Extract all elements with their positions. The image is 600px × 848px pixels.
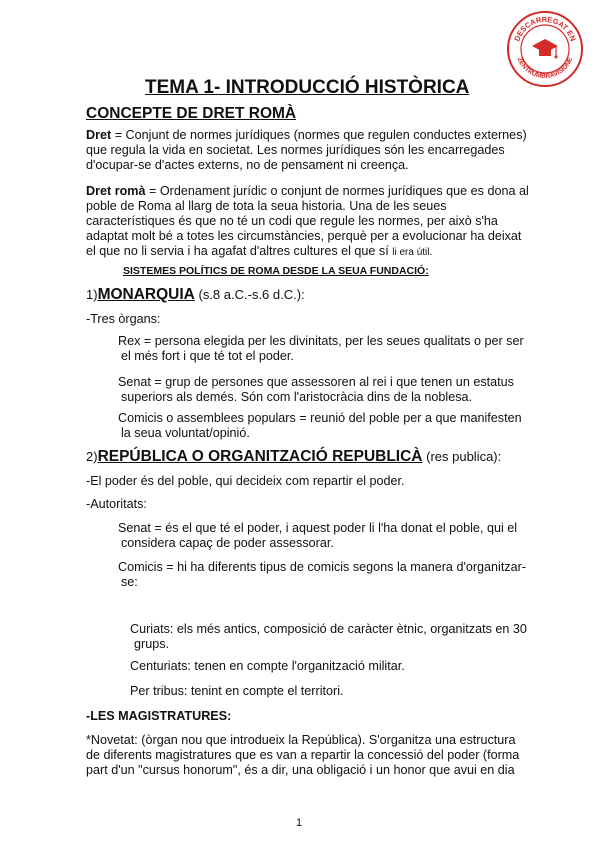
comicis-republica-line-1: Comicis = hi ha diferents tipus de comicis segons la manera d'organitzar- [118,560,527,574]
dret-roma-line-1 [86,184,529,199]
magistratures-heading: -LES MAGISTRATURES: [86,709,232,723]
stamp-top-text: DESCARREGAT EN [512,14,578,43]
poder-poble: -El poder és del poble, qui decideix com repartir el poder. [86,474,405,488]
republica-heading [86,447,501,467]
dret-roma-text-5: el que no li servia i ha agafat d'altres cultures el que sí [86,244,389,258]
senat-monarquia-line-2: superiors als demés. Són com l'aristocràcia dins de la noblesa. [121,390,473,404]
dret-line-2: que regula la vida en societat. Les normes jurídiques són les encarregades [86,143,505,157]
comicis-republica-line-2: se: [121,575,138,589]
curiats-line-1: Curiats: els més antics, composició de caràcter ètnic, organitzats en 30 [130,622,527,636]
stamp-bottom-text: ZENTRUMBRAVISIONE [515,56,575,81]
page-title: TEMA 1- INTRODUCCIÓ HISTÒRICA [145,77,470,98]
tres-organs: -Tres òrgans: [86,312,161,326]
dret-roma-line-2: poble de Roma al llarg de tota la seua historia. Una de les seues [86,199,447,213]
autoritats: -Autoritats: [86,497,147,511]
monarquia-heading [86,285,305,305]
centuriats: Centuriats: tenen en compte l'organització militar. [130,659,405,673]
dret-roma-line-5 [86,244,432,260]
svg-text:ZENTRUMBRAVISIONE [516,56,575,80]
republica-num: 2) [86,449,98,464]
dret-roma-term: Dret romà [86,184,146,198]
senat-monarquia-line-1: Senat = grup de persones que assessoren al rei i que tenen un estatus [118,375,514,389]
stamp-logo-icon [506,10,584,88]
dret-term: Dret [86,128,112,142]
dret-roma-line-3: característiques és que no té un codi que regule les normes, per això s'ha [86,214,498,228]
rex-line-2: el més fort i que té tot el poder. [121,349,294,363]
magistratures-line-1: *Novetat: (òrgan nou que introdueix la República). S'organitza una estructura [86,733,516,747]
monarquia-label: MONARQUIA [97,286,195,303]
monarquia-num: 1) [86,287,98,302]
comicis-monarquia-line-2: la seua voluntat/opinió. [121,426,250,440]
dret-roma-small-text: li era útil. [392,247,433,258]
dret-line-1 [86,128,527,143]
download-stamp [506,10,584,88]
magistratures-line-2: de diferents magistratures que es van a repartir la concessió del poder (forma [86,748,520,762]
rex-line-1: Rex = persona elegida per les divinitats, per les seues qualitats o per ser [118,334,524,348]
republica-label: REPÚBLICA O ORGANITZACIÓ REPUBLICÀ [97,448,423,465]
curiats-line-2: grups. [134,637,170,651]
page-number: 1 [296,817,303,829]
republica-suffix: (res publica): [422,449,502,464]
senat-republica-line-2: considera capaç de poder assessorar. [121,536,334,550]
monarquia-dates: (s.8 a.C.-s.6 d.C.): [194,287,305,302]
dret-roma-text-1: = Ordenament jurídic o conjunt de normes jurídiques que es dona al [145,184,529,198]
comicis-monarquia-line-1: Comicis o assemblees populars = reunió del poble per a que manifesten [118,411,522,425]
dret-text-1: = Conjunt de normes jurídiques (normes que regulen conductes externes) [111,128,527,142]
senat-republica-line-1: Senat = és el que té el poder, i aquest poder li l'ha donat el poble, qui el [118,521,518,535]
section-heading-concepte: CONCEPTE DE DRET ROMÀ [86,105,297,122]
dret-roma-line-4: adaptat molt bé a totes les circumstàncies, perquè per a evolucionar ha deixat [86,229,522,243]
sistemes-heading: SISTEMES POLÍTICS DE ROMA DESDE LA SEUA FUNDACIÓ: [123,265,429,277]
magistratures-line-3: part d'un "cursus honorum", és a dir, una obligació i un honor que avui en dia [86,763,515,777]
tribus: Per tribus: tenint en compte el territori. [130,684,344,698]
dret-line-3: d'ocupar-se d'actes externs, no de pensament ni creença. [86,158,409,172]
